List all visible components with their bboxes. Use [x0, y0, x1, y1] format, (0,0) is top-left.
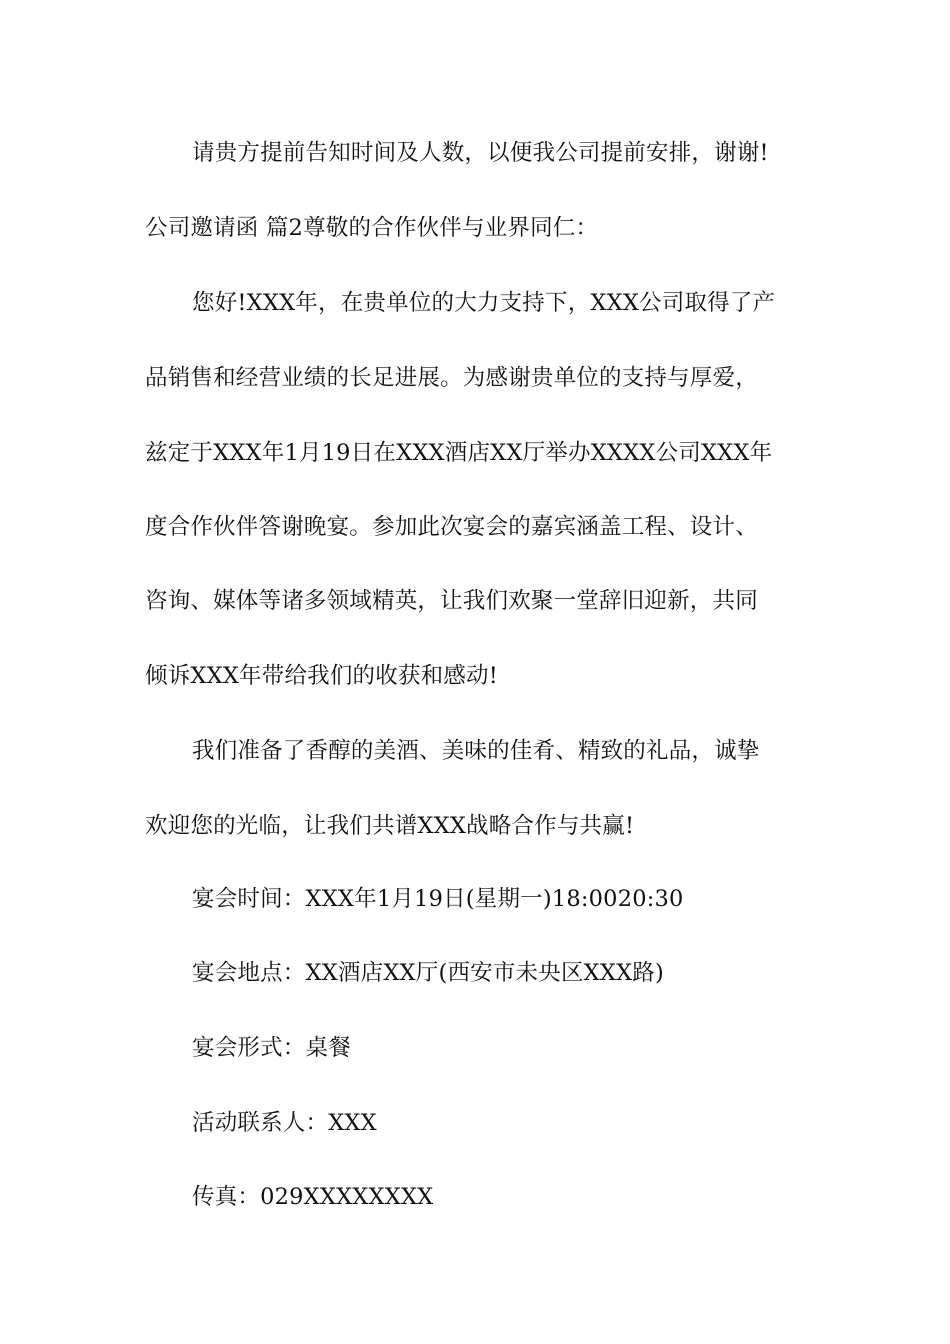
fax-number: 传真：029XXXXXXXX	[192, 1184, 434, 1210]
event-contact: 活动联系人：XXX	[192, 1110, 377, 1136]
paragraph-line-2: 公司邀请函 篇2尊敬的合作伙伴与业界同仁：	[145, 215, 599, 241]
paragraph-line-6: 度合作伙伴答谢晚宴。参加此次宴会的嘉宾涵盖工程、设计、	[145, 514, 758, 540]
paragraph-line-9: 我们准备了香醇的美酒、美味的佳肴、精致的礼品，诚挚	[192, 738, 760, 764]
banquet-location: 宴会地点：XX酒店XX厅(西安市未央区XXX路)	[192, 960, 664, 986]
paragraph-line-8: 倾诉XXX年带给我们的收获和感动!	[145, 663, 498, 689]
banquet-time: 宴会时间：XXX年1月19日(星期一)18:0020:30	[192, 886, 684, 912]
paragraph-line-10: 欢迎您的光临，让我们共谱XXX战略合作与共赢!	[145, 813, 635, 839]
paragraph-line-4: 品销售和经营业绩的长足进展。为感谢贵单位的支持与厚爱，	[145, 365, 758, 391]
paragraph-line-7: 咨询、媒体等诸多领域精英，让我们欢聚一堂辞旧迎新，共同	[145, 588, 758, 614]
paragraph-line-1: 请贵方提前告知时间及人数，以便我公司提前安排，谢谢!	[192, 140, 769, 166]
paragraph-line-5: 兹定于XXX年1月19日在XXX酒店XX厅举办XXXX公司XXX年	[145, 440, 773, 466]
paragraph-line-3: 您好!XXX年，在贵单位的大力支持下，XXX公司取得了产	[192, 290, 776, 316]
banquet-format: 宴会形式：桌餐	[192, 1035, 351, 1061]
